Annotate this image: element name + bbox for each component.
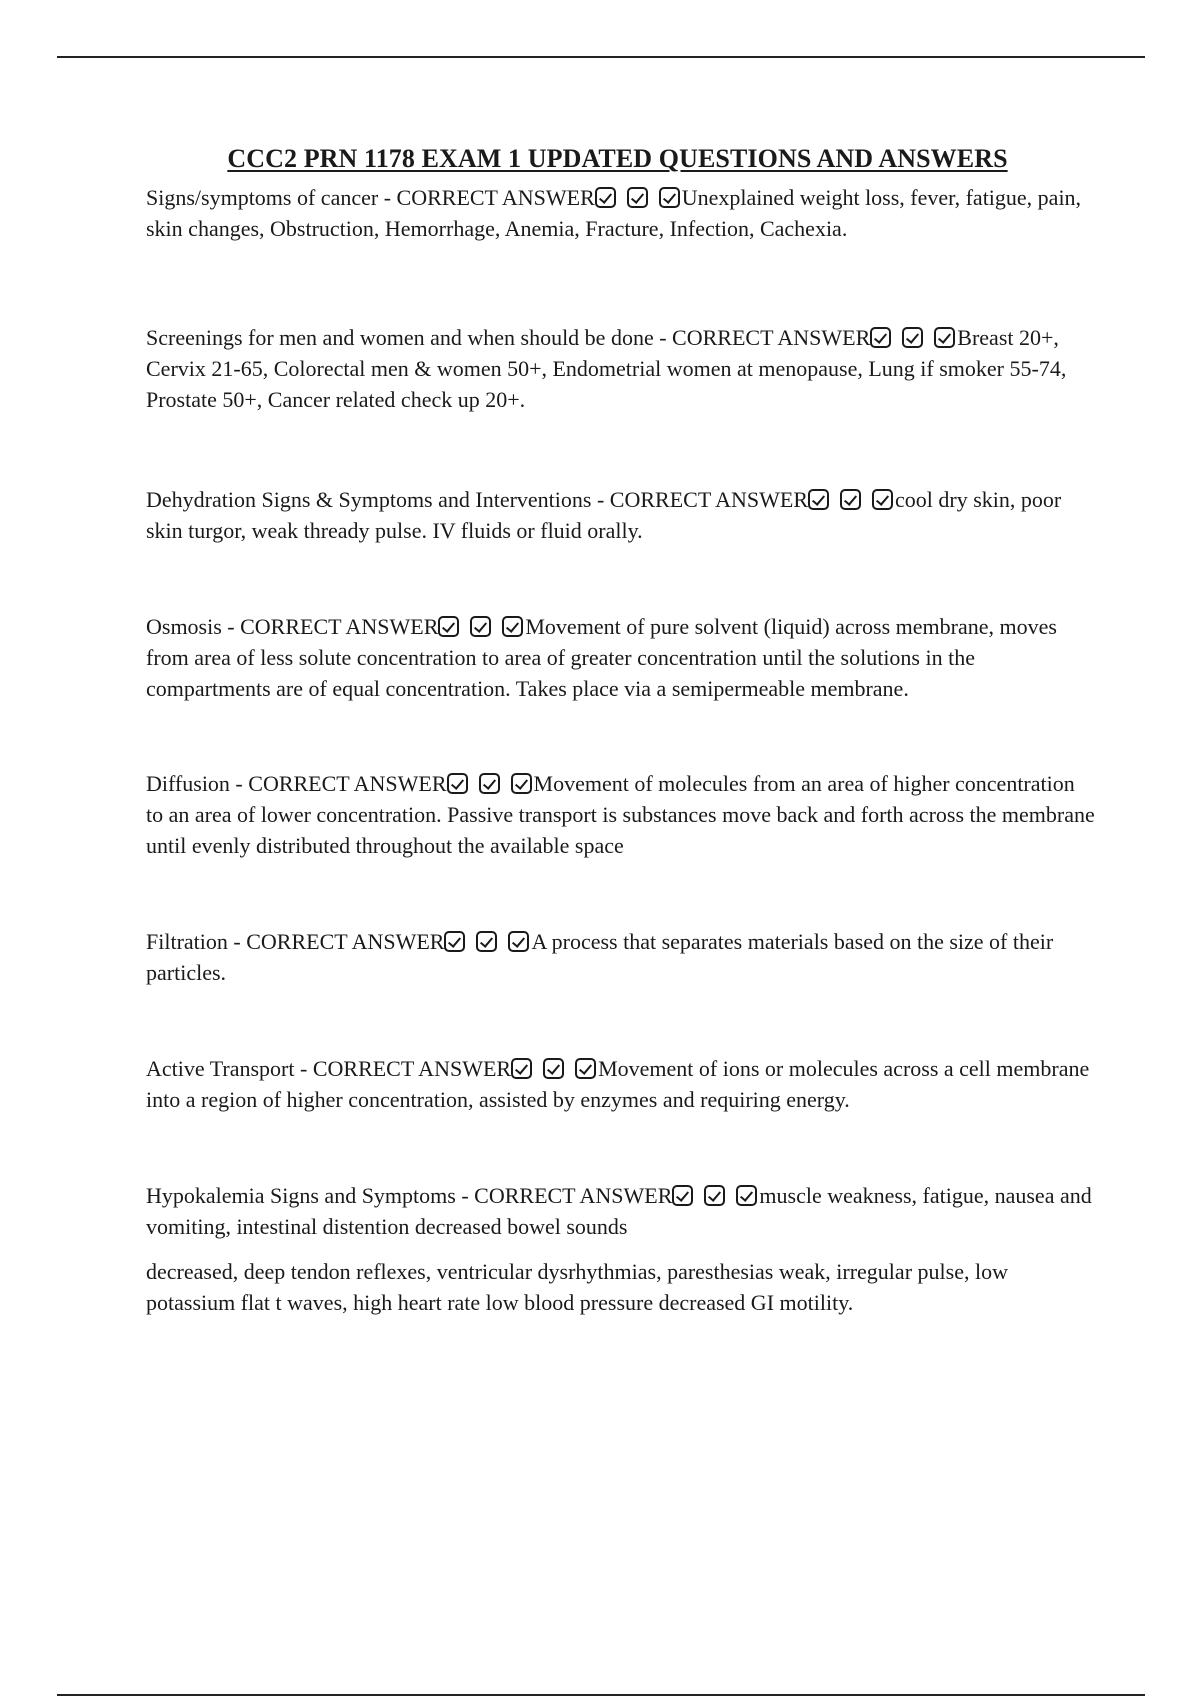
checkbox-icon [840,489,861,510]
checkbox-icon [438,616,459,637]
answer-marker: CORRECT ANSWER [609,487,809,512]
answer-marker: CORRECT ANSWER [396,185,595,210]
checkbox-icon [704,1185,725,1206]
qa-item [146,1053,1096,1115]
page-title: CCC2 PRN 1178 EXAM 1 UPDATED QUESTIONS AND ANSWERS [227,144,1008,173]
qa-paragraph [146,182,1096,244]
top-rule [57,56,1145,58]
answer-text: Breast 20+, Cervix 21-65, Colorectal men & women 50+, Endometrial women at menopause, Lung if smoker 55-74, Prostate 50+, Cancer related check up 20+. [146,325,1067,412]
qa-item [146,611,1096,704]
qa-paragraph [146,322,1096,415]
answer-marker: CORRECT ANSWER [248,771,447,796]
checkbox-icon [479,773,500,794]
checkbox-icon [502,616,523,637]
answer-continuation: decreased, deep tendon reflexes, ventricular dysrhythmias, paresthesias weak, irregular pulse, low potassium flat t waves, high heart rate low blood pressure decreased GI motility. [146,1259,1008,1315]
checkbox-icon [872,489,893,510]
qa-paragraph [146,926,1096,988]
checkmarks [595,185,682,210]
qa-item [146,1180,1096,1318]
question-text: Osmosis - [146,614,241,639]
checkbox-icon [511,1058,532,1079]
checkbox-icon [595,187,616,208]
checkbox-icon [470,616,491,637]
checkbox-icon [934,327,955,348]
answer-marker: CORRECT ANSWER [246,929,445,954]
checkbox-icon [476,931,497,952]
qa-paragraph [146,1053,1096,1115]
answer-text: Movement of pure solvent (liquid) across membrane, moves from area of less solute concentration to area of greater concentration until the solutions in the compartments are of equal concentration. Takes place via a semipermeable membrane. [146,614,1057,701]
answer-text: A process that separates materials based on the size of their particles. [146,929,1054,985]
checkmarks [511,1056,598,1081]
checkbox-icon [672,1185,693,1206]
checkbox-icon [627,187,648,208]
checkbox-icon [808,489,829,510]
answer-text: cool dry skin, poor skin turgor, weak thready pulse. IV fluids or fluid orally. [146,487,1062,543]
checkbox-icon [870,327,891,348]
question-text: Signs/symptoms of cancer - [146,185,397,210]
qa-item [146,768,1096,861]
checkbox-icon [508,931,529,952]
checkbox-icon [575,1058,596,1079]
question-text: Diffusion - [146,771,249,796]
question-text: Dehydration Signs & Symptoms and Interventions - [146,487,610,512]
qa-item [146,322,1096,415]
answer-marker: CORRECT ANSWER [312,1056,512,1081]
answer-marker: CORRECT ANSWER [240,614,439,639]
qa-item [146,484,1096,546]
checkmarks [438,614,525,639]
answer-text: Movement of ions or molecules across a cell membrane into a region of higher concentration, assisted by enzymes and requiring energy. [146,1056,1090,1112]
answer-text: Unexplained weight loss, fever, fatigue, pain, skin changes, Obstruction, Hemorrhage, Anemia, Fracture, Infection, Cachexia. [146,185,1082,241]
checkbox-icon [736,1185,757,1206]
answer-marker: CORRECT ANSWER [672,325,871,350]
qa-paragraph [146,1180,1096,1242]
answer-marker: CORRECT ANSWER [474,1183,673,1208]
checkmarks [672,1183,759,1208]
qa-item [146,926,1096,988]
checkmarks [808,487,895,512]
question-text: Screenings for men and women and when should be done - [146,325,673,350]
answer-text: muscle weakness, fatigue, nausea and vomiting, intestinal distention decreased bowel sounds [146,1183,1092,1239]
qa-item [146,182,1096,244]
question-text: Hypokalemia Signs and Symptoms - [146,1183,475,1208]
question-text: Active Transport - [146,1056,313,1081]
checkbox-icon [444,931,465,952]
qa-paragraph [146,768,1096,861]
checkbox-icon [659,187,680,208]
checkbox-icon [902,327,923,348]
question-text: Filtration - [146,929,247,954]
qa-paragraph [146,611,1096,704]
checkmarks [447,771,534,796]
checkmarks [444,929,531,954]
answer-text: Movement of molecules from an area of higher concentration to an area of lower concentration. Passive transport is substances move back and forth across the membrane until evenly distributed throughout the available space [146,771,1095,858]
checkbox-icon [511,773,532,794]
checkmarks [870,325,957,350]
bottom-rule [57,1694,1145,1696]
qa-paragraph [146,484,1096,546]
checkbox-icon [543,1058,564,1079]
checkbox-icon [447,773,468,794]
